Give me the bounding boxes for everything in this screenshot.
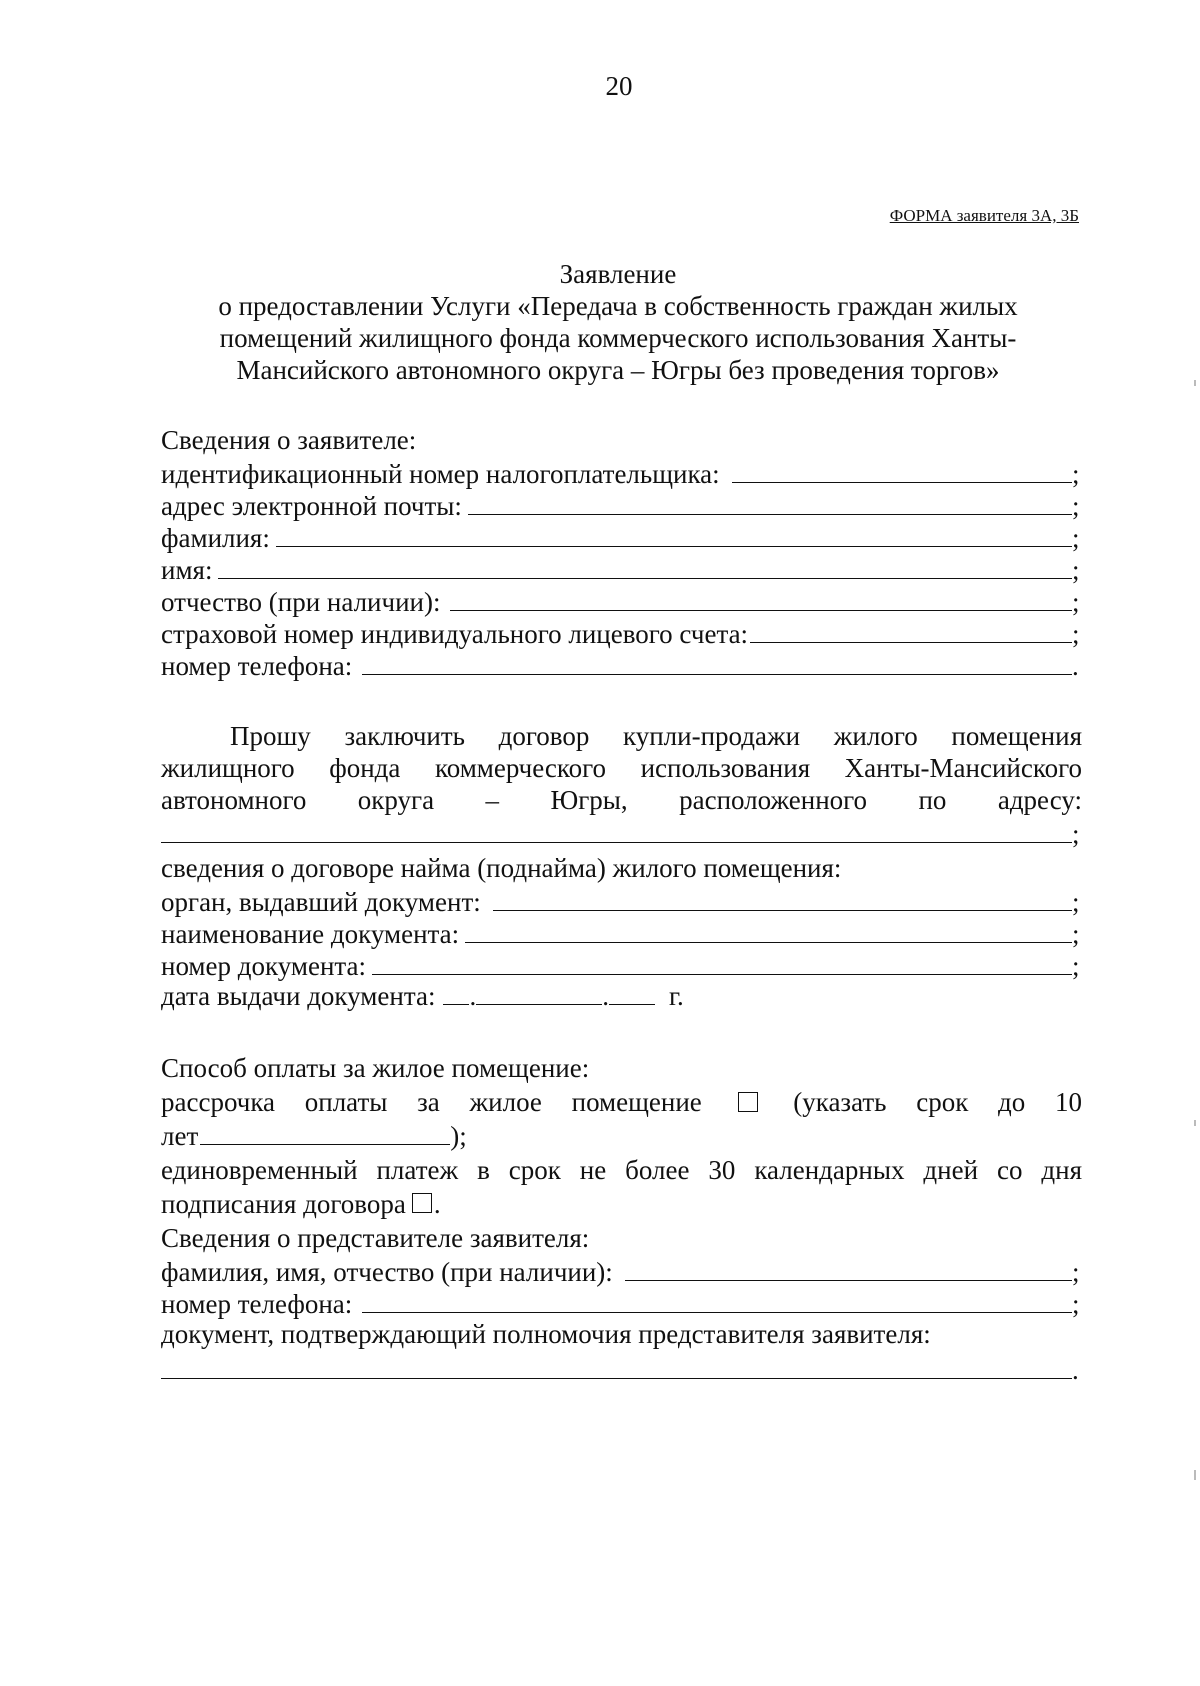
contract-heading: сведения о договоре найма (поднайма) жилого помещения: [161,853,842,883]
doc-number-label: номер документа: [161,951,367,981]
issuer-input-line[interactable] [493,884,1072,911]
year-suffix: г. [668,981,684,1011]
title-heading: Заявление [559,259,677,289]
issue-date-label: дата выдачи документа: [161,981,436,1011]
title-line-2: помещений жилищного фонда коммерческого использования Ханты- [219,323,1017,353]
rep-name-input-line[interactable] [625,1254,1072,1281]
lump-sum-line-1: единовременный платеж в срок не более 30 календарных дней со дня [161,1155,1082,1185]
issue-month-input[interactable] [476,980,602,1005]
installment-row [161,1086,1082,1118]
surname-label: фамилия: [161,523,270,553]
lump-sum-checkbox[interactable] [412,1193,432,1213]
form-reference: ФОРМА заявителя 3А, 3Б [889,206,1079,225]
request-line-3: автономного округа – Югры, расположенного по адресу: [161,785,1082,815]
doc-number-input-line[interactable] [372,948,1072,975]
rep-authority-heading: документ, подтверждающий полномочия представителя заявителя: [161,1319,931,1349]
email-field-row: адрес электронной почты: ; [161,488,1082,520]
name-input-line[interactable] [218,552,1072,579]
snils-label: страховой номер индивидуального лицевого счета: [161,619,749,649]
installment-checkbox[interactable] [738,1092,758,1112]
rep-authority-field-row: . [161,1352,1082,1384]
phone-input-line[interactable] [362,648,1072,675]
issuer-label: орган, выдавший документ: [161,887,481,917]
patronymic-input-line[interactable] [450,584,1072,611]
installment-note: (указать срок до 10 [793,1087,1083,1117]
payment-heading: Способ оплаты за жилое помещение: [161,1053,590,1083]
phone-field-row: номер телефона: . [161,648,1082,680]
request-line-2: жилищного фонда коммерческого использования Ханты-Мансийского [161,753,1082,783]
scan-mark [1194,380,1196,386]
years-label: лет [161,1121,199,1151]
email-input-line[interactable] [468,488,1072,515]
inn-field-row: идентификационный номер налогоплательщика: ; [161,456,1082,488]
address-field-row: ; [161,816,1082,848]
page-number: 20 [605,71,633,101]
installment-years-input[interactable] [200,1120,450,1145]
inn-label: идентификационный номер налогоплательщика: [161,459,720,489]
surname-field-row: фамилия: ; [161,520,1082,552]
document-title [150,258,1086,386]
rep-authority-input-line[interactable] [161,1352,1072,1379]
issue-date-field-row: дата выдачи документа: . . г. [161,981,684,1011]
issue-year-input[interactable] [609,980,655,1005]
snils-field-row: страховой номер индивидуального лицевого счета: ; [161,616,1082,648]
representative-heading: Сведения о представителе заявителя: [161,1223,590,1253]
title-line-1: о предоставлении Услуги «Передача в собственность граждан жилых [218,291,1018,321]
applicant-heading: Сведения о заявителе: [161,425,417,455]
email-label: адрес электронной почты: [161,491,462,521]
lump-sum-row: подписания договора . [161,1189,441,1219]
name-label: имя: [161,555,213,585]
installment-years-row: лет ); [161,1121,467,1151]
rep-name-label: фамилия, имя, отчество (при наличии): [161,1257,613,1287]
inn-input-line[interactable] [732,456,1072,483]
doc-name-input-line[interactable] [465,916,1072,943]
address-input-line[interactable] [161,816,1072,843]
request-line-1: Прошу заключить договор купли-продажи жилого помещения [230,721,1082,751]
rep-name-field-row: фамилия, имя, отчество (при наличии): ; [161,1254,1082,1286]
rep-phone-input-line[interactable] [362,1286,1072,1313]
rep-phone-label: номер телефона: [161,1289,353,1319]
name-field-row: имя: ; [161,552,1082,584]
phone-label: номер телефона: [161,651,353,681]
title-line-3: Мансийского автономного округа – Югры без проведения торгов» [236,355,1000,385]
patronymic-field-row: отчество (при наличии): ; [161,584,1082,616]
rep-phone-field-row: номер телефона: ; [161,1286,1082,1318]
scan-mark [1194,1470,1196,1480]
scan-mark [1194,1120,1196,1126]
issue-day-input[interactable] [443,980,469,1005]
doc-number-field-row: номер документа: ; [161,948,1082,980]
doc-name-field-row: наименование документа: ; [161,916,1082,948]
patronymic-label: отчество (при наличии): [161,587,441,617]
issuer-field-row: орган, выдавший документ: ; [161,884,1082,916]
surname-input-line[interactable] [276,520,1072,547]
installment-label: рассрочка оплаты за жилое помещение [161,1087,702,1117]
lump-sum-label: подписания договора [161,1189,406,1219]
doc-name-label: наименование документа: [161,919,460,949]
snils-input-line[interactable] [750,616,1072,643]
